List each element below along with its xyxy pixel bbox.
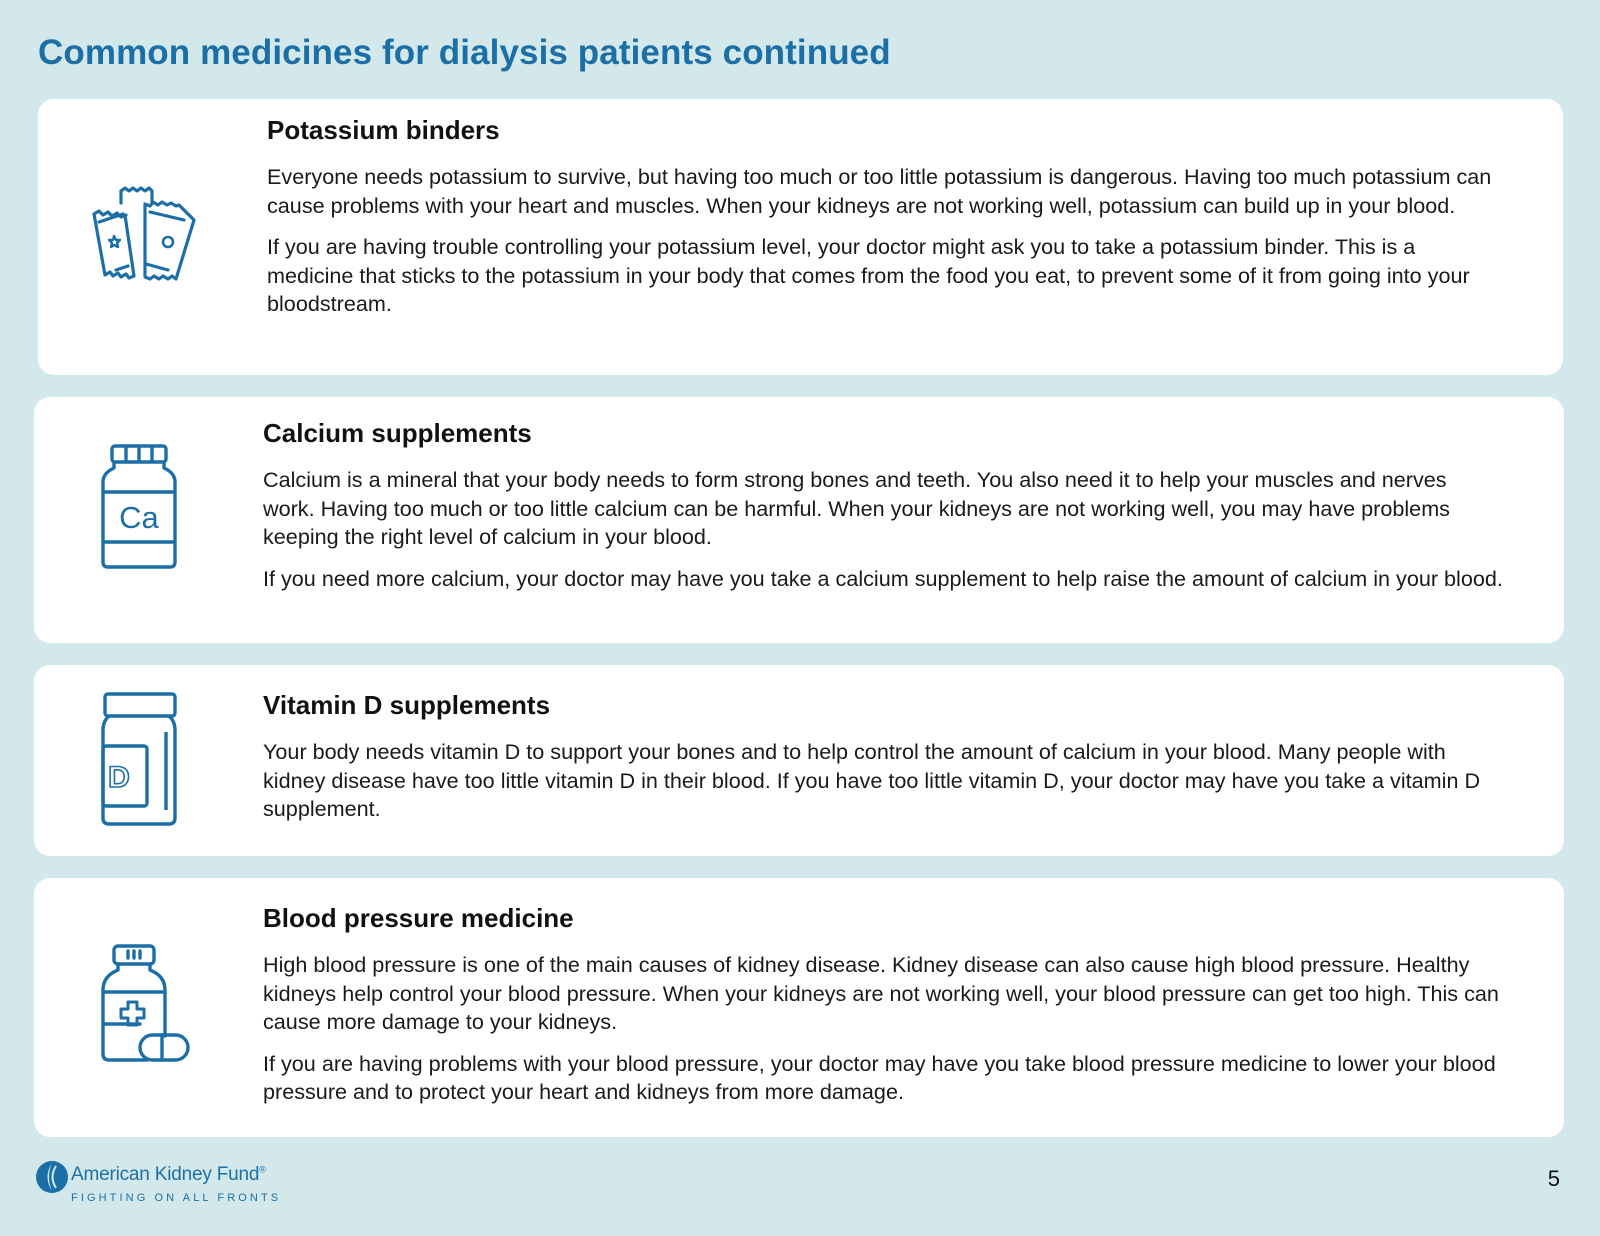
vitamin-d-label: D — [108, 761, 130, 794]
section-paragraph: If you are having trouble controlling your potassium level, your doctor might ask you to take a potassium binder. This is a medicine that sticks to the potassium in your body that comes from the food you eat, to prevent some of it from going into your bloodstream. — [267, 234, 1470, 316]
section-heading: Calcium supplements — [263, 418, 532, 448]
section-potassium-binders — [38, 99, 1563, 375]
section-heading: Vitamin D supplements — [263, 690, 551, 720]
logo-registered-mark: ® — [259, 1164, 266, 1175]
section-heading: Potassium binders — [267, 115, 500, 145]
section-paragraph: Everyone needs potassium to survive, but having too much or too little potassium is dangerous. Having too much potassium can cause problems with your heart and muscles. When your kidneys are not working well, potassium can build up in your blood. — [267, 164, 1492, 218]
section-blood-pressure-medicine — [34, 878, 1564, 1137]
vitamin-d-bottle-icon — [100, 692, 182, 828]
page-number: 5 — [1547, 1166, 1560, 1191]
potassium-binder-packets-icon — [88, 184, 203, 284]
section-vitamin-d-supplements — [34, 665, 1564, 856]
page-title: Common medicines for dialysis patients continued — [38, 33, 891, 72]
section-calcium-supplements — [34, 397, 1564, 643]
section-paragraph: Calcium is a mineral that your body needs to form strong bones and teeth. You also need it to help your muscles and nerves work. Having too much or too little calcium can be harmful. When your kidneys are not working well, you may have problems keeping the right level of calcium in your blood. — [263, 467, 1450, 549]
calcium-label: Ca — [119, 500, 159, 535]
section-paragraph: Your body needs vitamin D to support your bones and to help control the amount of calcium in your blood. Many people with kidney disease have too little vitamin D in their blood. If you have too little vitamin D, your doctor may have you take a vitamin D supplement. — [263, 739, 1481, 821]
section-paragraph: High blood pressure is one of the main causes of kidney disease. Kidney disease can also cause high blood pressure. Healthy kidneys help control your blood pressure. When your kidneys are not working well, your blood pressure can get too high. This can cause more damage to your kidneys. — [263, 952, 1499, 1034]
section-paragraph: If you are having problems with your blood pressure, your doctor may have you take blood pressure medicine to lower your blood pressure and to protect your heart and kidneys from more damage. — [263, 1050, 1496, 1104]
section-heading: Blood pressure medicine — [263, 903, 574, 933]
calcium-bottle-icon — [100, 444, 182, 570]
kidney-logo-icon — [35, 1160, 69, 1194]
section-paragraph: If you need more calcium, your doctor may have you take a calcium supplement to help raise the amount of calcium in your blood. — [263, 565, 1503, 591]
logo-name: American Kidney Fund — [71, 1164, 260, 1185]
medicine-bottle-pill-icon — [100, 944, 192, 1066]
logo-tagline: FIGHTING ON ALL FRONTS — [71, 1192, 282, 1204]
